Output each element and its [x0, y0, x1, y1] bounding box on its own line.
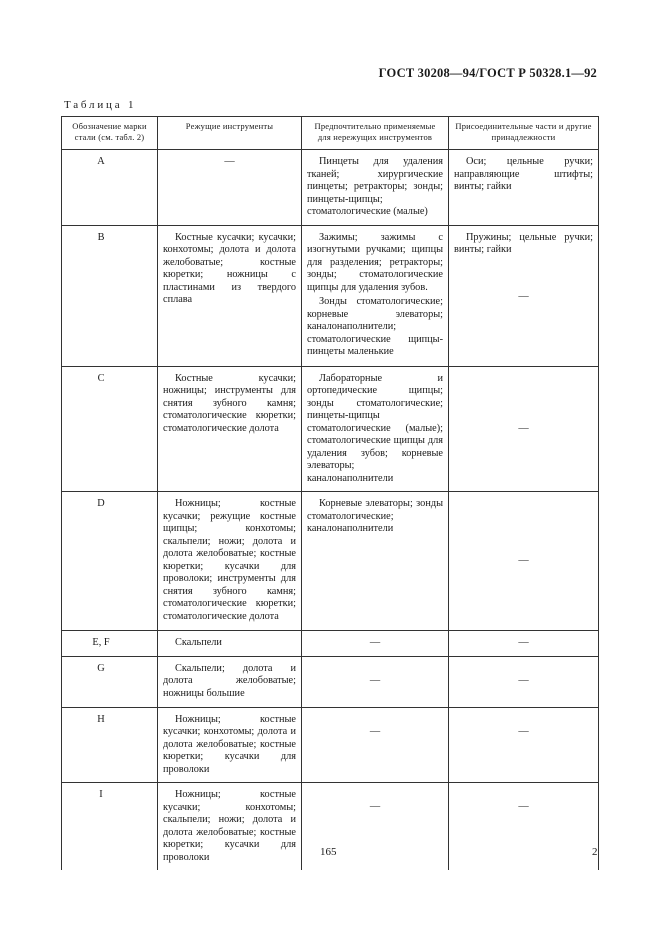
cutting-cell	[158, 225, 302, 366]
parts-cell	[449, 492, 599, 631]
column-header-parts: Присоединительные части и другие принадлежности	[449, 117, 599, 150]
cutting-cell	[158, 783, 302, 871]
column-header-steel-mark: Обозначение марки стали (см. табл. 2)	[62, 117, 158, 150]
parts-cell	[449, 656, 599, 707]
cell-text: Зажимы; зажимы с изогнутыми ручками; щипцы для разделения; ретракторы; зонды; стоматологические щипцы для удаления зубов.	[307, 231, 443, 293]
cutting-cell	[158, 366, 302, 492]
cell-text: —	[369, 674, 381, 686]
parts-cell	[449, 783, 599, 871]
table-row	[62, 656, 599, 707]
cell-text: —	[369, 725, 381, 737]
cell-text: Лабораторные и ортопедические щипцы; зонды стоматологические; пинцеты-щипцы стоматологические (малые); стоматологические щипцы для удаления зубов; корневые элеваторы; каналонаполнители	[307, 372, 443, 484]
noncutting-cell	[302, 366, 449, 492]
cell-text: —	[518, 422, 529, 434]
table-row	[62, 492, 599, 631]
noncutting-cell	[302, 631, 449, 657]
cutting-cell	[158, 150, 302, 226]
cutting-cell	[158, 492, 302, 631]
cell-text: —	[518, 290, 529, 302]
cell-text: —	[518, 674, 529, 686]
steel-mark: H	[62, 707, 158, 783]
cell-text: Костные кусачки; кусачки; конхотомы; долота и долота желобоватые; костные кюретки; ножницы с пластинами из твердого сплава	[163, 231, 296, 305]
cell-text: —	[369, 637, 381, 648]
cell-text: —	[518, 725, 529, 737]
table-row	[62, 631, 599, 657]
steel-mark: I	[62, 783, 158, 871]
cell-text: Ножницы; костные кусачки; конхотомы; долота и долота желобоватые; костные кюретки; кусачки для проволоки	[163, 713, 296, 775]
parts-cell	[449, 631, 599, 657]
steel-mark: G	[62, 656, 158, 707]
table-label: Таблица 1	[64, 99, 137, 111]
cutting-cell	[158, 631, 302, 657]
cell-text: —	[224, 156, 235, 167]
cell-text: —	[369, 801, 381, 812]
cell-text: Ножницы; костные кусачки; конхотомы; скальпели; ножи; долота и долота желобоватые; костные кюретки; кусачки для проволоки	[163, 789, 296, 863]
steel-mark: E, F	[62, 631, 158, 657]
steel-mark: C	[62, 366, 158, 492]
cell-text: —	[518, 637, 529, 648]
table-row	[62, 366, 599, 492]
table-row	[62, 150, 599, 226]
cell-text: Костные кусачки; ножницы; инструменты для снятия зубного камня; стоматологические кюретки; стоматологические долота	[163, 372, 296, 434]
cutting-cell	[158, 656, 302, 707]
column-header-cutting: Режущие инструменты	[158, 117, 302, 150]
column-header-noncutting: Предпочтительно применяемые для нережущих инструментов	[302, 117, 449, 150]
noncutting-cell	[302, 150, 449, 226]
noncutting-cell	[302, 707, 449, 783]
document-header: ГОСТ 30208—94/ГОСТ Р 50328.1—92	[378, 66, 597, 80]
table-header-row	[62, 117, 599, 150]
cell-text: —	[518, 801, 529, 812]
cell-text: Пинцеты для удаления тканей; хирургические пинцеты; ретракторы; зонды; пинцеты-щипцы; стоматологические (малые)	[307, 156, 443, 217]
cell-text: Ножницы; костные кусачки; режущие костные щипцы; конхотомы; скальпели; ножи; долота и долота желобоватые; костные кюретки; кусачки для проволоки; инструменты для снятия зубного камня; стоматологические кюретки; стоматологические долота	[163, 498, 296, 622]
cell-text: Пружины; цельные ручки; винты; гайки	[454, 231, 593, 255]
parts-cell	[449, 150, 599, 226]
noncutting-cell	[302, 492, 449, 631]
cell-text: Корневые элеваторы; зонды стоматологические; каналонаполнители	[307, 498, 443, 534]
cell-text: —	[518, 554, 529, 566]
cell-text: Скальпели	[175, 637, 222, 648]
cell-text: Скальпели; долота и долота желобоватые; ножницы большие	[163, 662, 296, 699]
page-number: 165	[320, 846, 337, 858]
steel-mark: A	[62, 150, 158, 226]
parts-cell	[449, 225, 599, 366]
sheet-number: 2	[592, 846, 598, 858]
cutting-cell	[158, 707, 302, 783]
cell-text: Оси; цельные ручки; направляющие штифты; винты; гайки	[454, 156, 593, 192]
steel-grades-table	[61, 116, 599, 870]
steel-mark: D	[62, 492, 158, 631]
steel-mark: B	[62, 225, 158, 366]
noncutting-cell	[302, 656, 449, 707]
parts-cell	[449, 707, 599, 783]
table-row	[62, 707, 599, 783]
cell-text: Зонды стоматологические; корневые элеваторы; каналонаполнители; стоматологические щипцы-пинцеты маленькие	[307, 296, 443, 357]
noncutting-cell	[302, 225, 449, 366]
parts-cell	[449, 366, 599, 492]
table-row	[62, 225, 599, 366]
